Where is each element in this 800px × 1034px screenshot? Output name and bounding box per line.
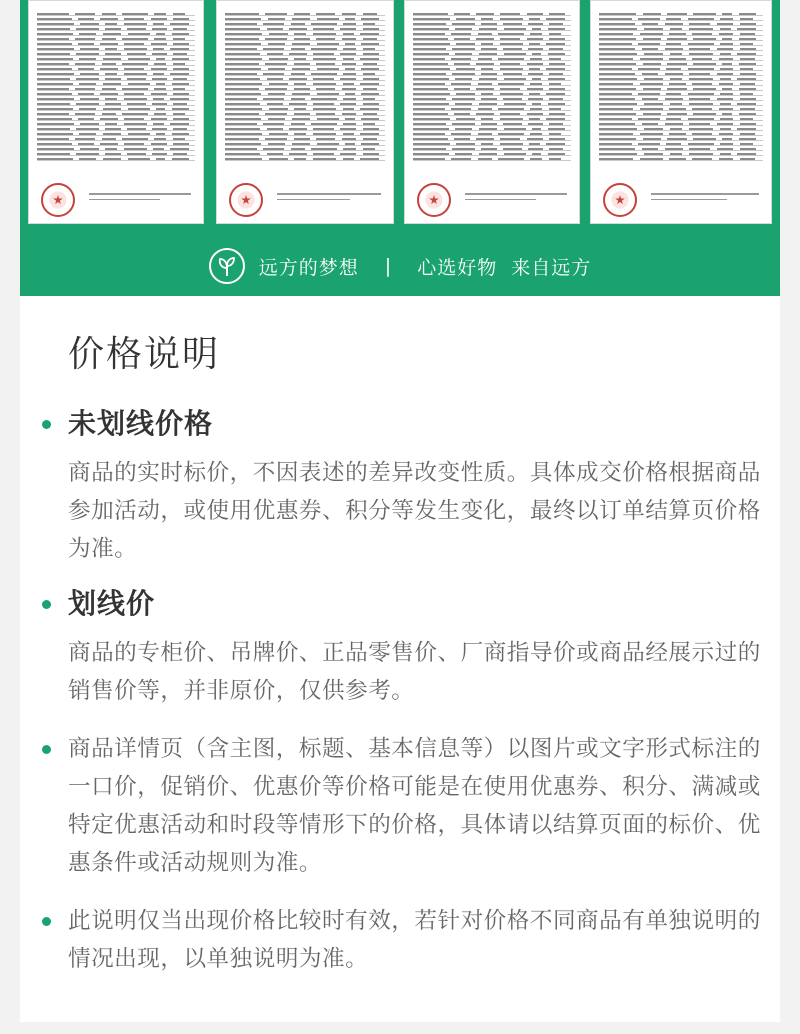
tree-in-circle-icon — [209, 248, 245, 284]
green-dot-icon — [42, 600, 51, 609]
green-dot-icon — [42, 420, 51, 429]
section-unmarked-price — [42, 406, 762, 568]
note-detail-page-price — [42, 730, 762, 882]
report-table-row — [225, 156, 385, 161]
slogan-tail-1: 心选好物 — [417, 256, 498, 279]
section-body: 商品的专柜价、吊牌价、正品零售价、厂商指导价或商品经展示过的销售价等，并非原价，仅供参考。 — [68, 640, 761, 704]
note-text: 此说明仅当出现价格比较时有效，若针对价格不同商品有单独说明的情况出现，以单独说明为准。 — [68, 908, 761, 972]
page-title: 价格说明 — [68, 334, 221, 375]
price-notice-card — [20, 296, 780, 1022]
green-dot-icon — [42, 745, 51, 754]
test-report-page-3 — [404, 0, 580, 224]
test-report-page-4 — [590, 0, 772, 224]
report-table-row — [599, 156, 763, 161]
test-report-banner — [20, 0, 780, 296]
report-table-row — [413, 156, 571, 161]
inspection-seal-icon — [229, 183, 263, 217]
green-dot-icon — [42, 917, 51, 926]
section-heading: 划线价 — [68, 587, 156, 620]
slogan-tail-2: 来自远方 — [511, 256, 592, 279]
slogan-separator: | — [384, 255, 392, 277]
section-body: 商品的实时标价，不因表述的差异改变性质。具体成交价格根据商品参加活动，或使用优惠券、积分等发生变化，最终以订单结算页价格为准。 — [68, 460, 761, 562]
report-table-row — [37, 156, 195, 161]
inspection-seal-icon — [603, 183, 637, 217]
note-text: 商品详情页（含主图，标题、基本信息等）以图片或文字形式标注的一口价，促销价、优惠价等价格可能是在使用优惠券、积分、满减或特定优惠活动和时段等情形下的价格，具体请以结算页面的标价、优惠条件或活动规则为准。 — [68, 736, 761, 876]
test-report-page-2 — [216, 0, 394, 224]
slogan-bar — [20, 236, 780, 296]
section-heading: 未划线价格 — [68, 407, 214, 440]
inspection-seal-icon — [41, 183, 75, 217]
slogan-brand: 远方的梦想 — [258, 256, 359, 279]
section-strikethrough-price — [42, 586, 762, 710]
note-scope — [42, 902, 762, 978]
test-report-page-1 — [28, 0, 204, 224]
inspection-seal-icon — [417, 183, 451, 217]
